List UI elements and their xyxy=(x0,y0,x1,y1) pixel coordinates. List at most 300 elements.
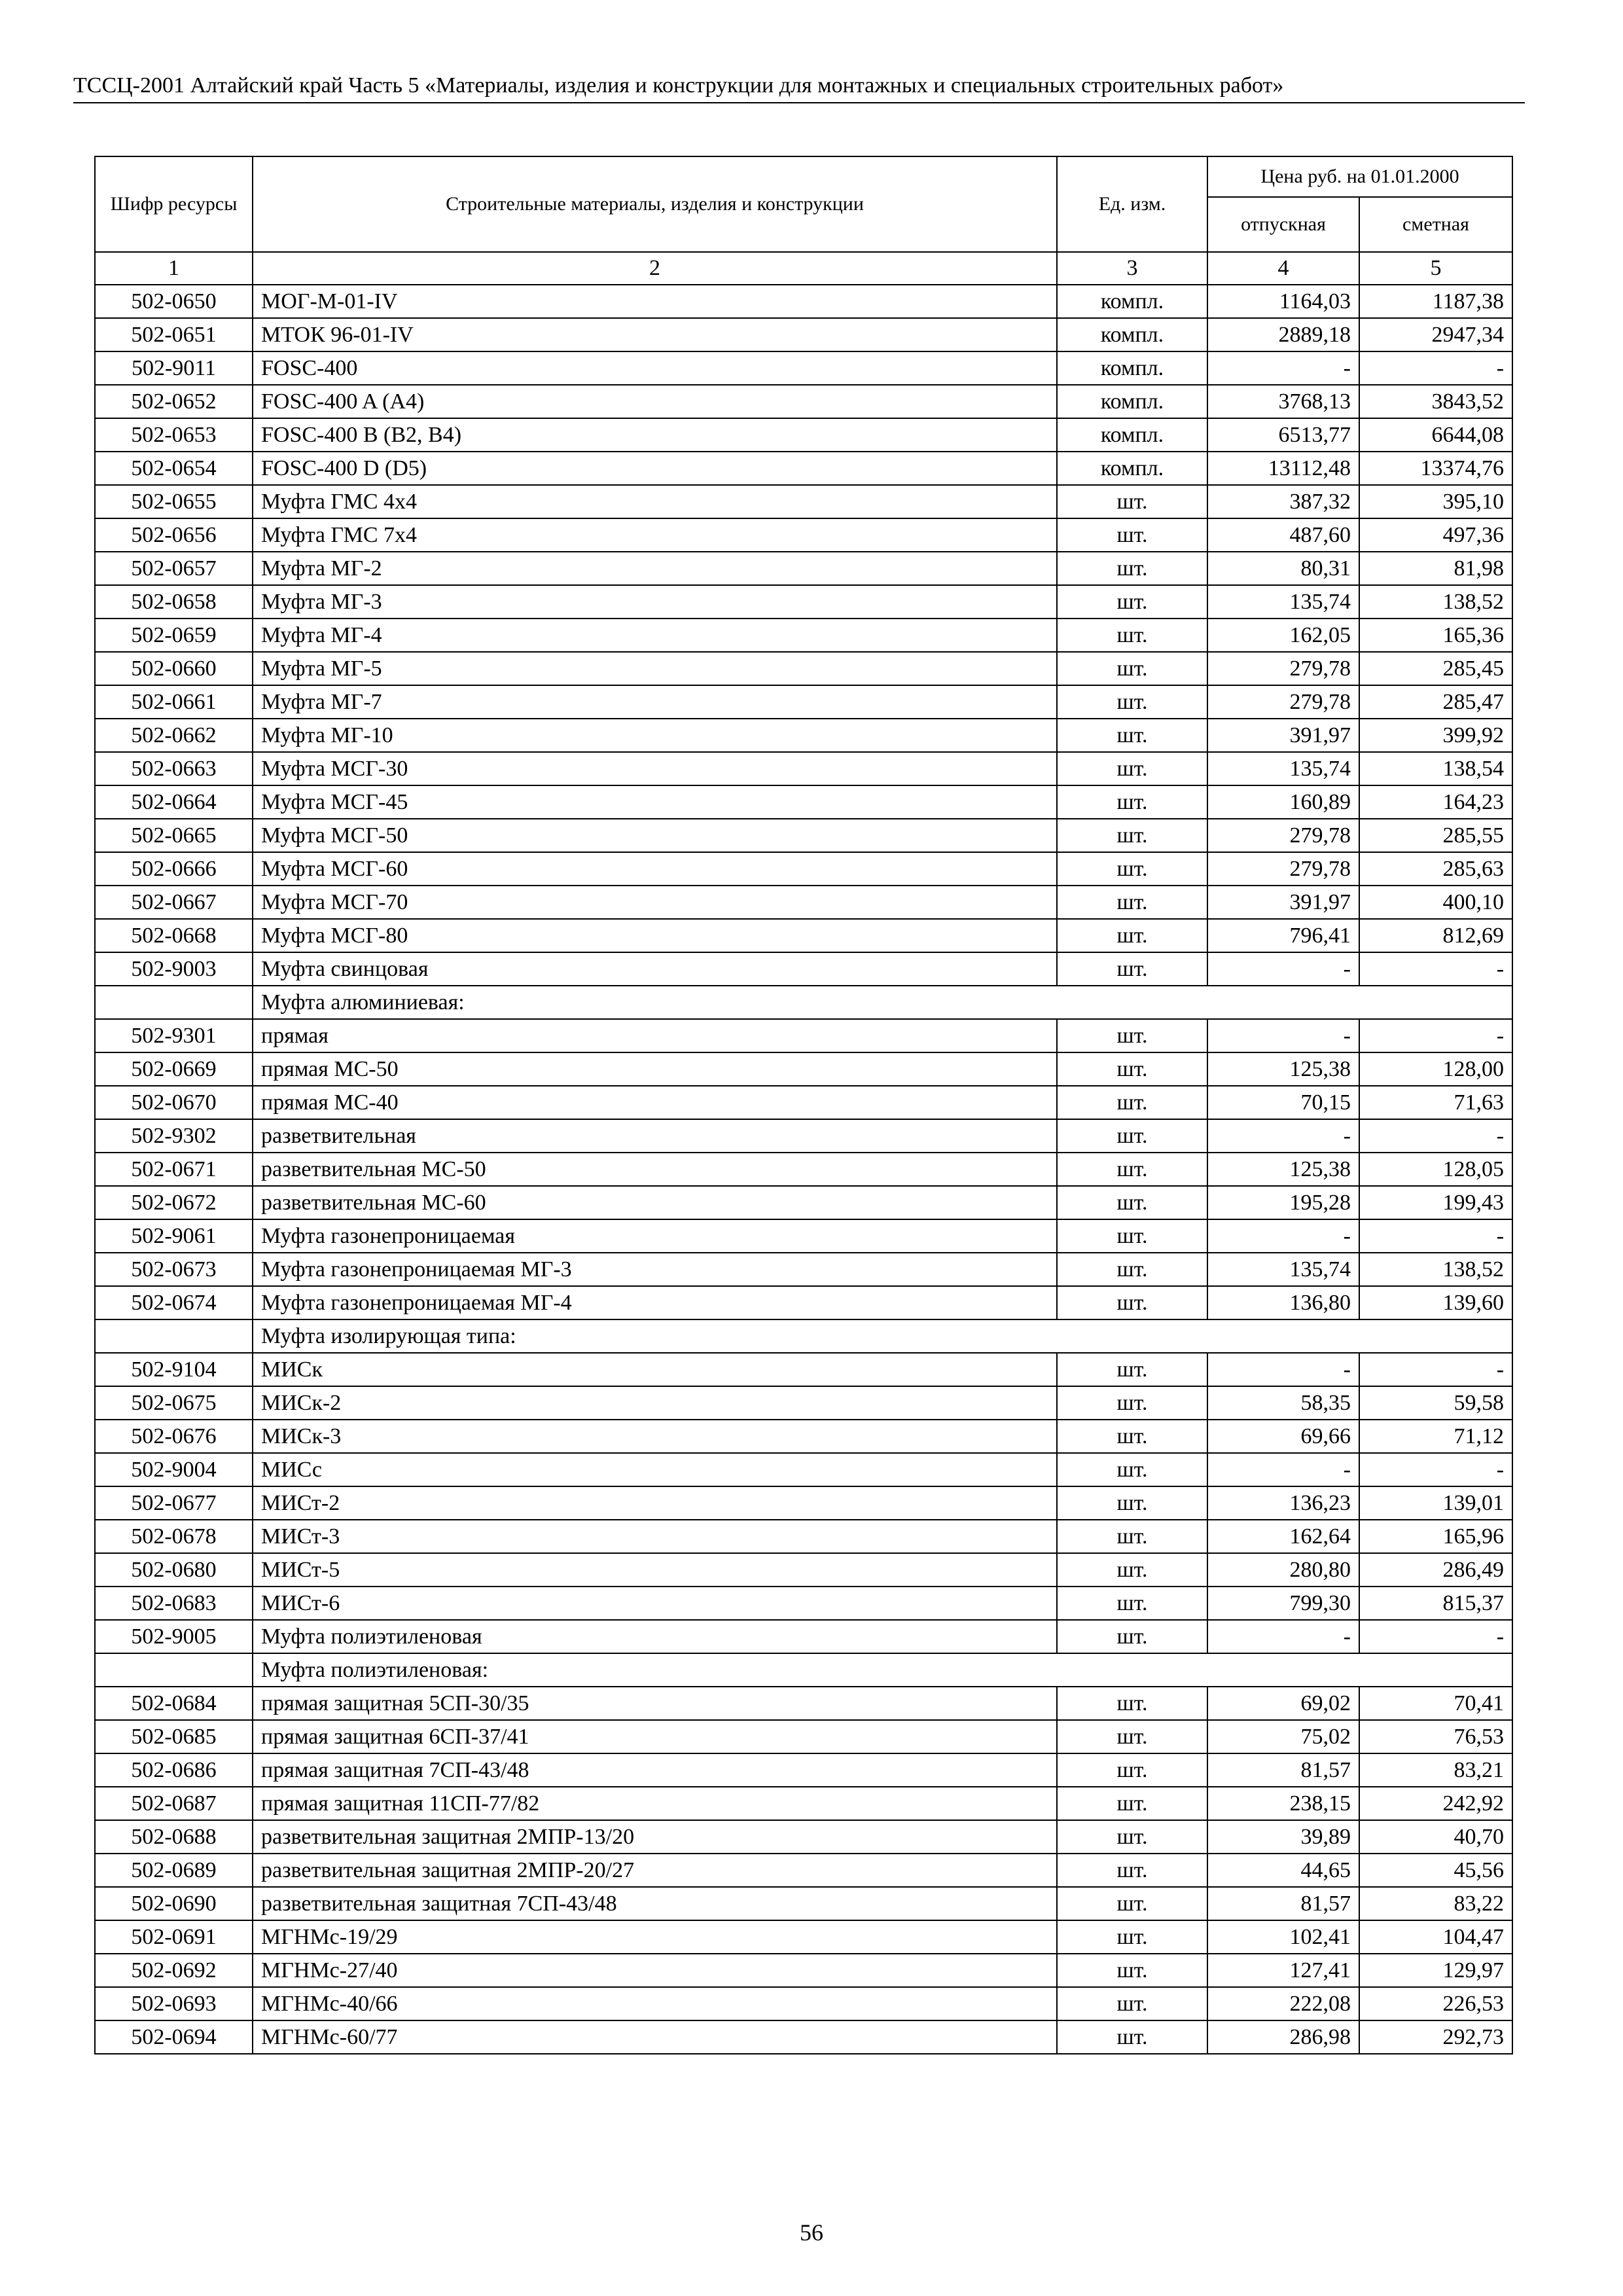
cell-estimate-price: - xyxy=(1359,1453,1512,1486)
cell-estimate-price: 71,63 xyxy=(1359,1086,1512,1119)
cell-name: прямая МС-40 xyxy=(253,1086,1057,1119)
cell-code: 502-0656 xyxy=(95,518,253,552)
cell-release-price: 136,23 xyxy=(1207,1486,1359,1520)
table-row xyxy=(95,1954,1512,1987)
cell-name: МИСк-3 xyxy=(253,1420,1057,1453)
table-row xyxy=(95,1219,1512,1253)
header-row xyxy=(95,156,1512,197)
table-row xyxy=(95,418,1512,452)
cell-release-price: 487,60 xyxy=(1207,518,1359,552)
cell-group-title: Муфта полиэтиленовая: xyxy=(253,1653,1512,1687)
cell-name: FOSC-400 A (A4) xyxy=(253,385,1057,418)
cell-name: МИСт-5 xyxy=(253,1553,1057,1587)
header-price: Цена руб. на 01.01.2000 xyxy=(1207,156,1512,197)
cell-unit: шт. xyxy=(1057,685,1207,719)
cell-release-price: 286,98 xyxy=(1207,2020,1359,2054)
cell-name: МТОК 96-01-IV xyxy=(253,318,1057,351)
cell-name: Муфта МГ-7 xyxy=(253,685,1057,719)
cell-estimate-price: - xyxy=(1359,1219,1512,1253)
cell-name: МГНМс-27/40 xyxy=(253,1954,1057,1987)
cell-code: 502-0655 xyxy=(95,485,253,518)
cell-code: 502-0689 xyxy=(95,1854,253,1887)
cell-code: 502-9302 xyxy=(95,1119,253,1153)
cell-unit: шт. xyxy=(1057,652,1207,685)
cell-unit: шт. xyxy=(1057,886,1207,919)
table-row xyxy=(95,1520,1512,1553)
cell-release-price: 162,64 xyxy=(1207,1520,1359,1553)
cell-name: FOSC-400 B (B2, B4) xyxy=(253,418,1057,452)
group-row xyxy=(95,1653,1512,1687)
cell-estimate-price: 83,22 xyxy=(1359,1887,1512,1920)
table-row xyxy=(95,1620,1512,1653)
cell-estimate-price: - xyxy=(1359,1019,1512,1052)
cell-name: FOSC-400 D (D5) xyxy=(253,452,1057,485)
cell-estimate-price: 285,45 xyxy=(1359,652,1512,685)
cell-group-title: Муфта алюминиевая: xyxy=(253,986,1512,1019)
cell-estimate-price: 812,69 xyxy=(1359,919,1512,952)
cell-estimate-price: - xyxy=(1359,1353,1512,1386)
cell-release-price: 2889,18 xyxy=(1207,318,1359,351)
cell-unit: шт. xyxy=(1057,619,1207,652)
cell-release-price: - xyxy=(1207,1019,1359,1052)
cell-name: Муфта МСГ-30 xyxy=(253,752,1057,785)
cell-code: 502-0665 xyxy=(95,819,253,852)
cell-release-price: 39,89 xyxy=(1207,1820,1359,1854)
cell-release-price: 58,35 xyxy=(1207,1386,1359,1420)
cell-unit: шт. xyxy=(1057,585,1207,619)
cell-unit: шт. xyxy=(1057,952,1207,986)
cell-name: Муфта МГ-5 xyxy=(253,652,1057,685)
cell-code xyxy=(95,1319,253,1353)
cell-release-price: - xyxy=(1207,1353,1359,1386)
table-row xyxy=(95,1186,1512,1219)
cell-code: 502-0650 xyxy=(95,285,253,318)
cell-unit: шт. xyxy=(1057,2020,1207,2054)
column-number-row xyxy=(95,252,1512,285)
cell-release-price: 125,38 xyxy=(1207,1153,1359,1186)
group-row xyxy=(95,986,1512,1019)
cell-unit: шт. xyxy=(1057,1887,1207,1920)
cell-name: МИСт-6 xyxy=(253,1587,1057,1620)
table-row xyxy=(95,886,1512,919)
cell-release-price: 6513,77 xyxy=(1207,418,1359,452)
table-row xyxy=(95,1587,1512,1620)
cell-estimate-price: - xyxy=(1359,1620,1512,1653)
cell-code: 502-9004 xyxy=(95,1453,253,1486)
cell-release-price: 69,02 xyxy=(1207,1687,1359,1720)
cell-name: прямая защитная 7СП-43/48 xyxy=(253,1753,1057,1787)
cell-unit: шт. xyxy=(1057,552,1207,585)
cell-unit: компл. xyxy=(1057,418,1207,452)
cell-estimate-price: 13374,76 xyxy=(1359,452,1512,485)
cell-unit: шт. xyxy=(1057,785,1207,819)
table-row xyxy=(95,552,1512,585)
cell-code: 502-0666 xyxy=(95,852,253,886)
cell-code: 502-0685 xyxy=(95,1720,253,1753)
table-row xyxy=(95,1420,1512,1453)
cell-code: 502-0678 xyxy=(95,1520,253,1553)
cell-release-price: 81,57 xyxy=(1207,1887,1359,1920)
cell-code: 502-0669 xyxy=(95,1052,253,1086)
cell-name: Муфта МГ-2 xyxy=(253,552,1057,585)
cell-release-price: 279,78 xyxy=(1207,819,1359,852)
header-code: Шифр ресурсы xyxy=(95,156,253,252)
table-row xyxy=(95,485,1512,518)
cell-release-price: 127,41 xyxy=(1207,1954,1359,1987)
column-number: 4 xyxy=(1207,252,1359,285)
cell-code: 502-0687 xyxy=(95,1787,253,1820)
cell-name: прямая xyxy=(253,1019,1057,1052)
table-row xyxy=(95,1987,1512,2020)
table-row xyxy=(95,852,1512,886)
cell-estimate-price: 83,21 xyxy=(1359,1753,1512,1787)
cell-code: 502-0673 xyxy=(95,1253,253,1286)
cell-estimate-price: 2947,34 xyxy=(1359,318,1512,351)
table-row xyxy=(95,2020,1512,2054)
cell-estimate-price: 815,37 xyxy=(1359,1587,1512,1620)
cell-name: разветвительная защитная 2МПР-20/27 xyxy=(253,1854,1057,1887)
cell-estimate-price: 199,43 xyxy=(1359,1186,1512,1219)
cell-unit: компл. xyxy=(1057,452,1207,485)
cell-unit: шт. xyxy=(1057,1386,1207,1420)
table-row xyxy=(95,752,1512,785)
cell-release-price: 44,65 xyxy=(1207,1854,1359,1887)
cell-code: 502-0667 xyxy=(95,886,253,919)
cell-unit: шт. xyxy=(1057,518,1207,552)
table-row xyxy=(95,1153,1512,1186)
cell-code: 502-0653 xyxy=(95,418,253,452)
cell-name: разветвительная защитная 7СП-43/48 xyxy=(253,1887,1057,1920)
cell-estimate-price: 129,97 xyxy=(1359,1954,1512,1987)
cell-name: МИСс xyxy=(253,1453,1057,1486)
cell-estimate-price: - xyxy=(1359,351,1512,385)
cell-estimate-price: - xyxy=(1359,1119,1512,1153)
cell-name: Муфта газонепроницаемая МГ-3 xyxy=(253,1253,1057,1286)
cell-release-price: 80,31 xyxy=(1207,552,1359,585)
cell-code: 502-0693 xyxy=(95,1987,253,2020)
table-body xyxy=(95,285,1512,2054)
cell-name: разветвительная защитная 2МПР-13/20 xyxy=(253,1820,1057,1854)
cell-unit: шт. xyxy=(1057,719,1207,752)
cell-unit: шт. xyxy=(1057,919,1207,952)
cell-name: Муфта МГ-10 xyxy=(253,719,1057,752)
cell-code: 502-0670 xyxy=(95,1086,253,1119)
table-row xyxy=(95,1920,1512,1954)
cell-release-price: 280,80 xyxy=(1207,1553,1359,1587)
table-row xyxy=(95,1553,1512,1587)
cell-release-price: 81,57 xyxy=(1207,1753,1359,1787)
cell-code: 502-0680 xyxy=(95,1553,253,1587)
cell-name: Муфта свинцовая xyxy=(253,952,1057,986)
cell-unit: шт. xyxy=(1057,1420,1207,1453)
cell-release-price: 1164,03 xyxy=(1207,285,1359,318)
table-row xyxy=(95,1854,1512,1887)
cell-estimate-price: 139,01 xyxy=(1359,1486,1512,1520)
cell-release-price: 387,32 xyxy=(1207,485,1359,518)
cell-estimate-price: 81,98 xyxy=(1359,552,1512,585)
cell-release-price: 279,78 xyxy=(1207,685,1359,719)
cell-unit: шт. xyxy=(1057,1486,1207,1520)
cell-code: 502-0668 xyxy=(95,919,253,952)
cell-release-price: - xyxy=(1207,1219,1359,1253)
document-header: ТССЦ-2001 Алтайский край Часть 5 «Материалы, изделия и конструкции для монтажных и специальных строительных работ» xyxy=(73,72,1525,103)
cell-name: Муфта полиэтиленовая xyxy=(253,1620,1057,1653)
cell-estimate-price: 139,60 xyxy=(1359,1286,1512,1319)
cell-unit: шт. xyxy=(1057,1920,1207,1954)
cell-name: МИСк-2 xyxy=(253,1386,1057,1420)
cell-name: Муфта ГМС 4х4 xyxy=(253,485,1057,518)
cell-code: 502-0671 xyxy=(95,1153,253,1186)
cell-unit: шт. xyxy=(1057,1687,1207,1720)
cell-estimate-price: 138,54 xyxy=(1359,752,1512,785)
table-row xyxy=(95,1086,1512,1119)
cell-name: МГНМс-40/66 xyxy=(253,1987,1057,2020)
cell-unit: шт. xyxy=(1057,752,1207,785)
cell-code: 502-0658 xyxy=(95,585,253,619)
cell-estimate-price: 45,56 xyxy=(1359,1854,1512,1887)
cell-unit: шт. xyxy=(1057,1019,1207,1052)
cell-unit: шт. xyxy=(1057,1153,1207,1186)
cell-estimate-price: 165,96 xyxy=(1359,1520,1512,1553)
cell-estimate-price: 138,52 xyxy=(1359,1253,1512,1286)
cell-estimate-price: 285,63 xyxy=(1359,852,1512,886)
table-row xyxy=(95,318,1512,351)
cell-name: Муфта МСГ-50 xyxy=(253,819,1057,852)
cell-unit: шт. xyxy=(1057,819,1207,852)
cell-unit: шт. xyxy=(1057,1219,1207,1253)
cell-release-price: 69,66 xyxy=(1207,1420,1359,1453)
cell-code: 502-0683 xyxy=(95,1587,253,1620)
table-row xyxy=(95,652,1512,685)
column-number: 5 xyxy=(1359,252,1512,285)
cell-name: FOSC-400 xyxy=(253,351,1057,385)
cell-release-price: 391,97 xyxy=(1207,719,1359,752)
cell-code: 502-0660 xyxy=(95,652,253,685)
cell-release-price: 391,97 xyxy=(1207,886,1359,919)
cell-estimate-price: 71,12 xyxy=(1359,1420,1512,1453)
table-row xyxy=(95,1353,1512,1386)
cell-release-price: - xyxy=(1207,952,1359,986)
table-row xyxy=(95,1486,1512,1520)
table-row xyxy=(95,351,1512,385)
cell-name: прямая защитная 11СП-77/82 xyxy=(253,1787,1057,1820)
cell-code: 502-0664 xyxy=(95,785,253,819)
cell-code: 502-0694 xyxy=(95,2020,253,2054)
cell-unit: шт. xyxy=(1057,1520,1207,1553)
page-number: 56 xyxy=(800,2219,823,2246)
cell-name: МГНМс-60/77 xyxy=(253,2020,1057,2054)
cell-unit: шт. xyxy=(1057,1720,1207,1753)
cell-code: 502-0663 xyxy=(95,752,253,785)
cell-unit: шт. xyxy=(1057,1453,1207,1486)
table-row xyxy=(95,1119,1512,1153)
cell-name: МИСк xyxy=(253,1353,1057,1386)
cell-name: разветвительная МС-60 xyxy=(253,1186,1057,1219)
cell-estimate-price: 3843,52 xyxy=(1359,385,1512,418)
table-row xyxy=(95,385,1512,418)
cell-name: разветвительная xyxy=(253,1119,1057,1153)
cell-code: 502-0662 xyxy=(95,719,253,752)
cell-unit: шт. xyxy=(1057,1253,1207,1286)
table-row xyxy=(95,1820,1512,1854)
cell-release-price: 279,78 xyxy=(1207,852,1359,886)
table-row xyxy=(95,1286,1512,1319)
cell-release-price: 125,38 xyxy=(1207,1052,1359,1086)
cell-unit: компл. xyxy=(1057,385,1207,418)
cell-name: Муфта МГ-3 xyxy=(253,585,1057,619)
cell-release-price: 799,30 xyxy=(1207,1587,1359,1620)
cell-unit: компл. xyxy=(1057,285,1207,318)
cell-unit: шт. xyxy=(1057,1587,1207,1620)
table-row xyxy=(95,952,1512,986)
cell-release-price: 195,28 xyxy=(1207,1186,1359,1219)
table-row xyxy=(95,1787,1512,1820)
table-row xyxy=(95,685,1512,719)
cell-unit: шт. xyxy=(1057,852,1207,886)
price-table xyxy=(94,156,1513,2054)
cell-unit: шт. xyxy=(1057,1052,1207,1086)
cell-name: Муфта МГ-4 xyxy=(253,619,1057,652)
cell-estimate-price: 59,58 xyxy=(1359,1386,1512,1420)
cell-estimate-price: 395,10 xyxy=(1359,485,1512,518)
cell-name: прямая защитная 6СП-37/41 xyxy=(253,1720,1057,1753)
table-row xyxy=(95,619,1512,652)
table-row xyxy=(95,585,1512,619)
cell-estimate-price: 165,36 xyxy=(1359,619,1512,652)
cell-name: МИСт-2 xyxy=(253,1486,1057,1520)
cell-estimate-price: 242,92 xyxy=(1359,1787,1512,1820)
cell-estimate-price: 286,49 xyxy=(1359,1553,1512,1587)
table-row xyxy=(95,518,1512,552)
cell-estimate-price: 40,70 xyxy=(1359,1820,1512,1854)
cell-code: 502-0657 xyxy=(95,552,253,585)
table-row xyxy=(95,919,1512,952)
cell-code xyxy=(95,1653,253,1687)
cell-unit: шт. xyxy=(1057,1119,1207,1153)
table-row xyxy=(95,785,1512,819)
cell-code: 502-0692 xyxy=(95,1954,253,1987)
cell-estimate-price: 292,73 xyxy=(1359,2020,1512,2054)
cell-release-price: 279,78 xyxy=(1207,652,1359,685)
table-row xyxy=(95,1019,1512,1052)
cell-name: Муфта МСГ-80 xyxy=(253,919,1057,952)
cell-estimate-price: 285,47 xyxy=(1359,685,1512,719)
cell-estimate-price: 128,00 xyxy=(1359,1052,1512,1086)
cell-unit: шт. xyxy=(1057,1553,1207,1587)
cell-code: 502-0654 xyxy=(95,452,253,485)
cell-release-price: 135,74 xyxy=(1207,1253,1359,1286)
cell-code: 502-0652 xyxy=(95,385,253,418)
cell-release-price: 135,74 xyxy=(1207,752,1359,785)
table-row xyxy=(95,1887,1512,1920)
cell-code: 502-9011 xyxy=(95,351,253,385)
cell-estimate-price: 400,10 xyxy=(1359,886,1512,919)
table-row xyxy=(95,1386,1512,1420)
table-row xyxy=(95,285,1512,318)
cell-estimate-price: 285,55 xyxy=(1359,819,1512,852)
cell-name: Муфта ГМС 7х4 xyxy=(253,518,1057,552)
cell-code: 502-9005 xyxy=(95,1620,253,1653)
cell-name: Муфта МСГ-45 xyxy=(253,785,1057,819)
cell-code: 502-9003 xyxy=(95,952,253,986)
cell-code: 502-0672 xyxy=(95,1186,253,1219)
cell-name: Муфта газонепроницаемая xyxy=(253,1219,1057,1253)
cell-estimate-price: 76,53 xyxy=(1359,1720,1512,1753)
column-number: 2 xyxy=(253,252,1057,285)
header-name: Строительные материалы, изделия и конструкции xyxy=(253,156,1057,252)
cell-code: 502-0659 xyxy=(95,619,253,652)
table-row xyxy=(95,1453,1512,1486)
cell-unit: шт. xyxy=(1057,1186,1207,1219)
cell-estimate-price: 226,53 xyxy=(1359,1987,1512,2020)
cell-estimate-price: 104,47 xyxy=(1359,1920,1512,1954)
cell-estimate-price: 138,52 xyxy=(1359,585,1512,619)
cell-group-title: Муфта изолирующая типа: xyxy=(253,1319,1512,1353)
cell-name: прямая МС-50 xyxy=(253,1052,1057,1086)
cell-release-price: 796,41 xyxy=(1207,919,1359,952)
cell-release-price: 70,15 xyxy=(1207,1086,1359,1119)
table-row xyxy=(95,1687,1512,1720)
cell-unit: шт. xyxy=(1057,1353,1207,1386)
cell-unit: шт. xyxy=(1057,1787,1207,1820)
header-release-price: отпускная xyxy=(1207,197,1359,252)
cell-unit: шт. xyxy=(1057,1620,1207,1653)
cell-estimate-price: 70,41 xyxy=(1359,1687,1512,1720)
cell-code: 502-0691 xyxy=(95,1920,253,1954)
cell-estimate-price: 497,36 xyxy=(1359,518,1512,552)
header-estimate-price: сметная xyxy=(1359,197,1512,252)
cell-code: 502-9061 xyxy=(95,1219,253,1253)
cell-release-price: 13112,48 xyxy=(1207,452,1359,485)
cell-release-price: 102,41 xyxy=(1207,1920,1359,1954)
cell-name: Муфта МСГ-70 xyxy=(253,886,1057,919)
cell-code: 502-0675 xyxy=(95,1386,253,1420)
cell-code: 502-0686 xyxy=(95,1753,253,1787)
column-number: 1 xyxy=(95,252,253,285)
cell-code: 502-0661 xyxy=(95,685,253,719)
cell-release-price: - xyxy=(1207,1119,1359,1153)
cell-estimate-price: 128,05 xyxy=(1359,1153,1512,1186)
cell-code: 502-9301 xyxy=(95,1019,253,1052)
cell-estimate-price: - xyxy=(1359,952,1512,986)
cell-name: разветвительная МС-50 xyxy=(253,1153,1057,1186)
cell-release-price: 222,08 xyxy=(1207,1987,1359,2020)
cell-estimate-price: 164,23 xyxy=(1359,785,1512,819)
table-row xyxy=(95,1253,1512,1286)
cell-release-price: 3768,13 xyxy=(1207,385,1359,418)
cell-release-price: - xyxy=(1207,1453,1359,1486)
cell-code: 502-0674 xyxy=(95,1286,253,1319)
cell-release-price: - xyxy=(1207,351,1359,385)
cell-unit: шт. xyxy=(1057,485,1207,518)
cell-estimate-price: 399,92 xyxy=(1359,719,1512,752)
cell-unit: шт. xyxy=(1057,1286,1207,1319)
cell-release-price: 160,89 xyxy=(1207,785,1359,819)
cell-code xyxy=(95,986,253,1019)
cell-code: 502-0651 xyxy=(95,318,253,351)
table-head xyxy=(95,156,1512,285)
cell-name: МИСт-3 xyxy=(253,1520,1057,1553)
table-row xyxy=(95,1720,1512,1753)
cell-release-price: - xyxy=(1207,1620,1359,1653)
cell-unit: компл. xyxy=(1057,351,1207,385)
table-row xyxy=(95,452,1512,485)
cell-code: 502-9104 xyxy=(95,1353,253,1386)
cell-name: МОГ-М-01-IV xyxy=(253,285,1057,318)
cell-unit: шт. xyxy=(1057,1954,1207,1987)
cell-release-price: 75,02 xyxy=(1207,1720,1359,1753)
cell-code: 502-0684 xyxy=(95,1687,253,1720)
